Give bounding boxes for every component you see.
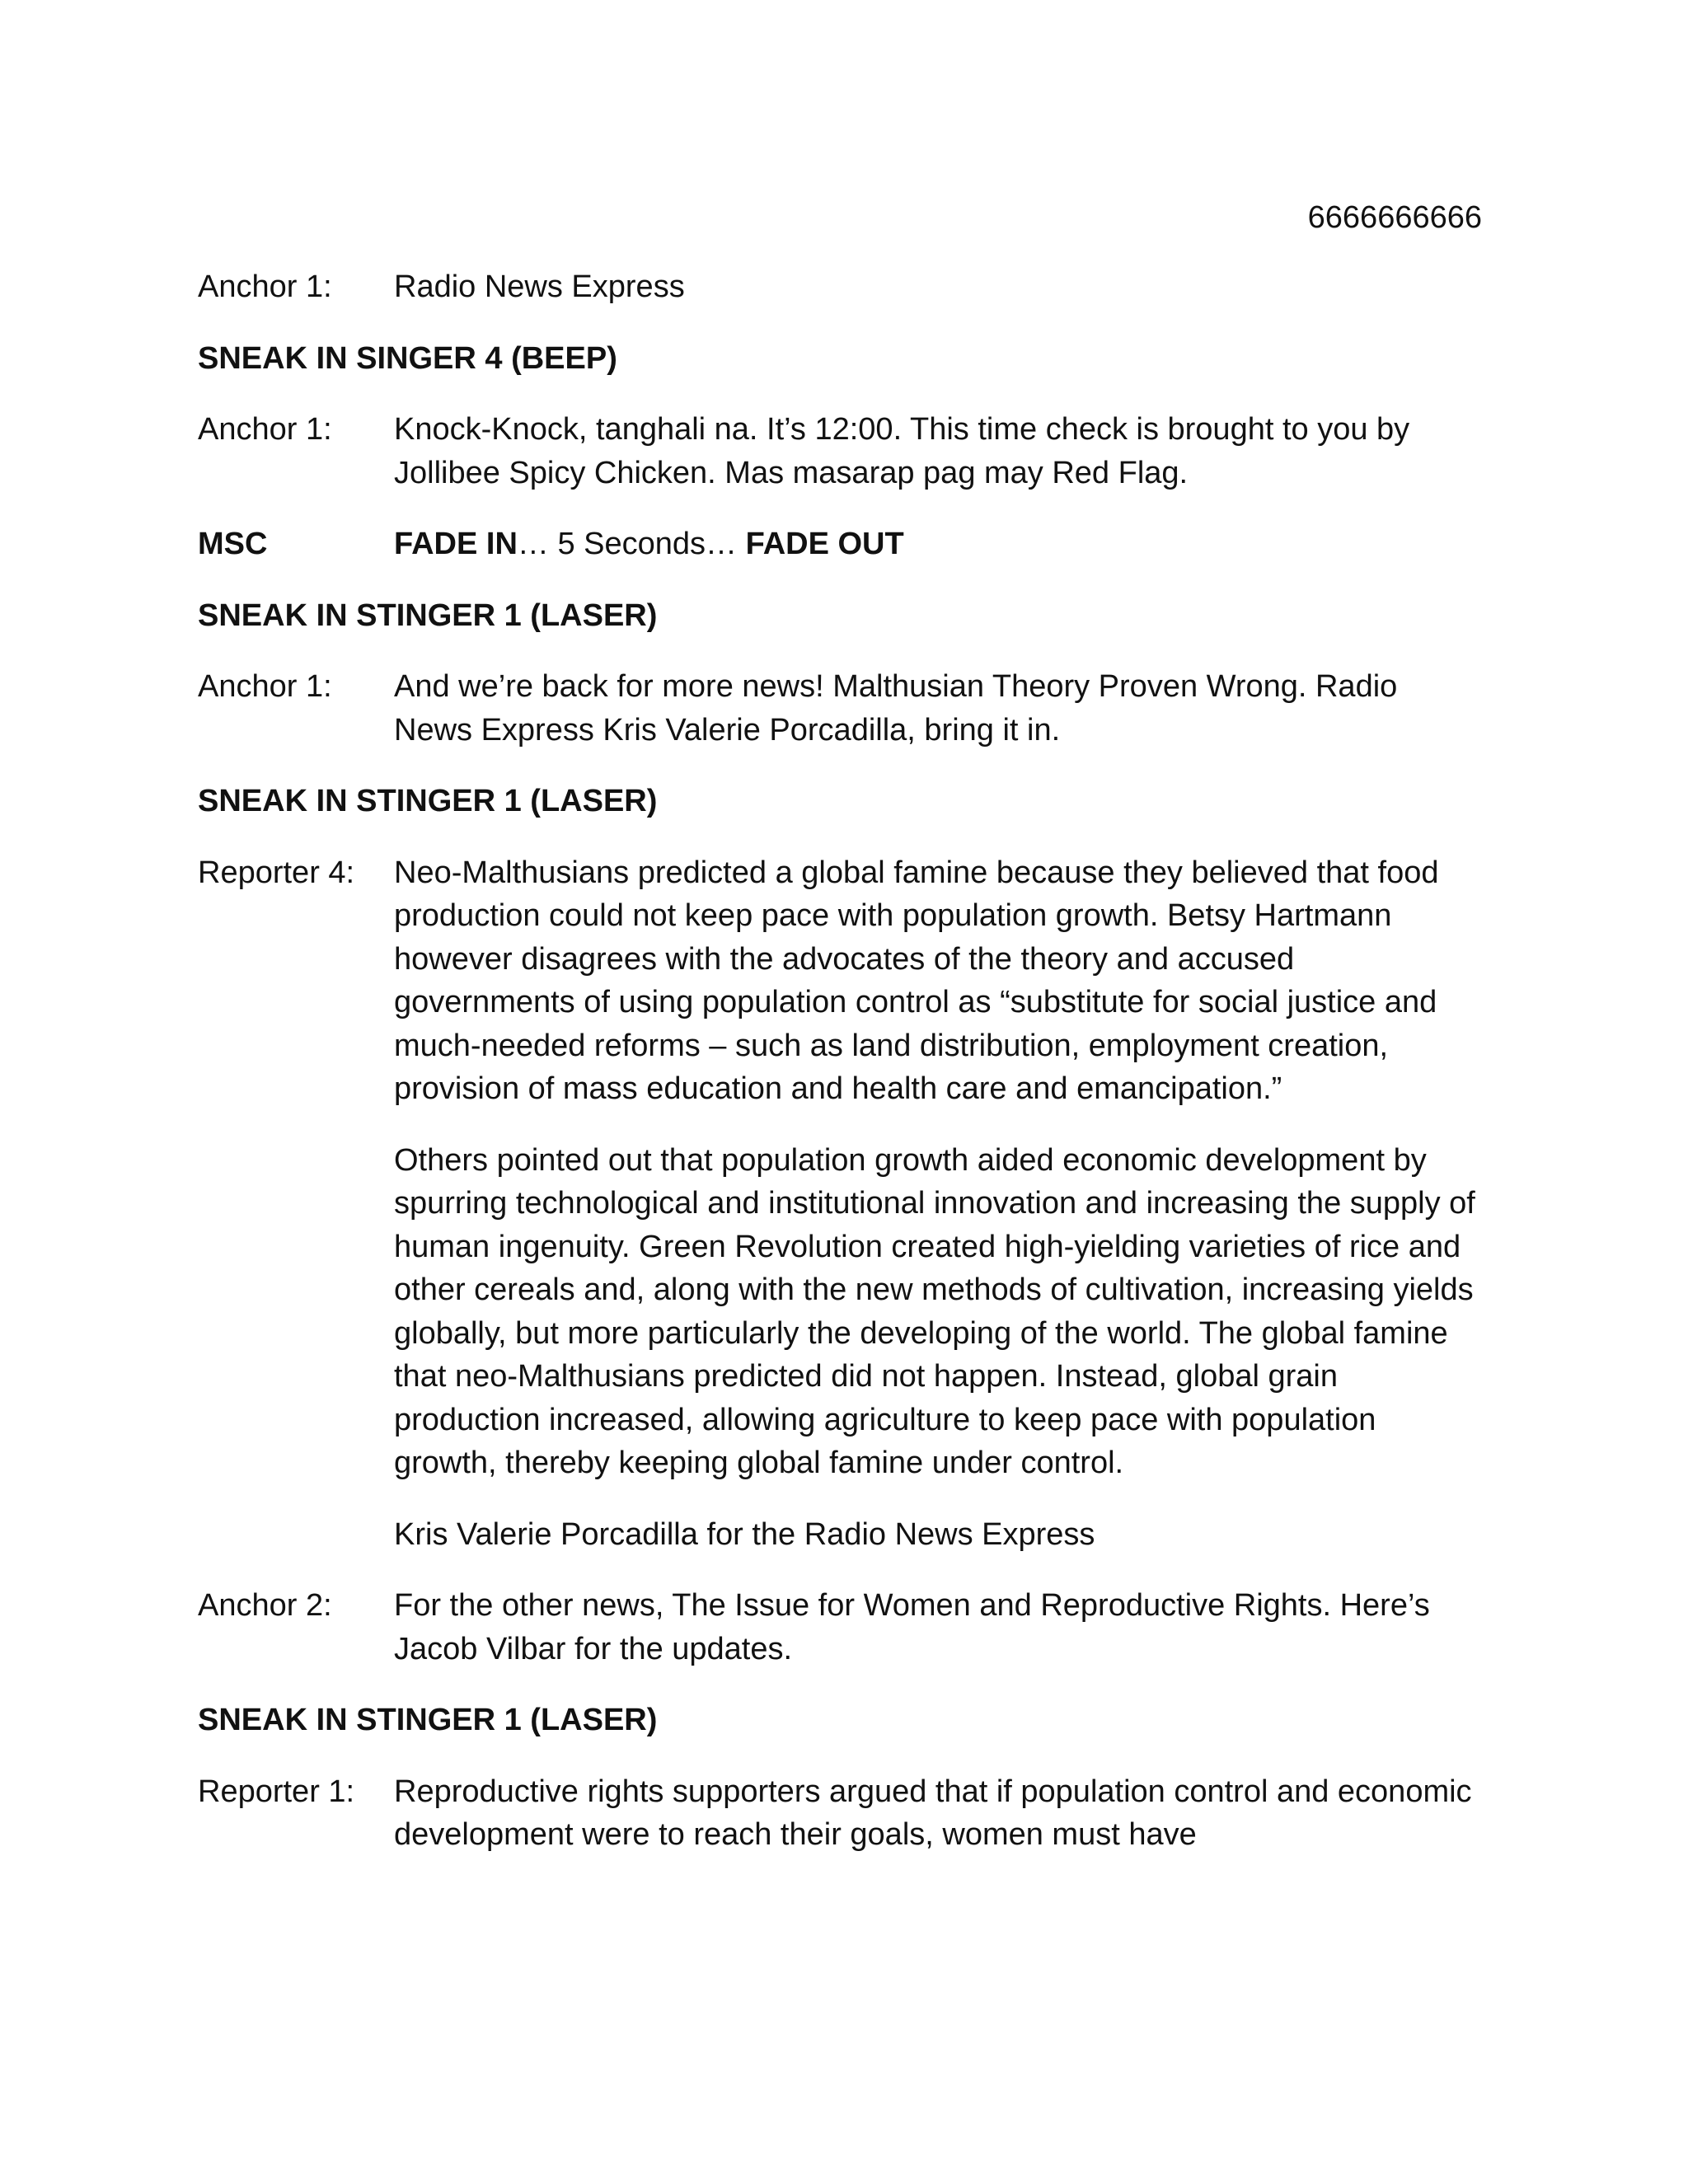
dialogue-text (394, 408, 1484, 494)
script-entry (198, 851, 1484, 1557)
dialogue-text (394, 265, 1484, 309)
sound-cue: SNEAK IN STINGER 1 (LASER) (198, 598, 658, 633)
script-entry (198, 665, 1484, 752)
speaker-label: Reporter 1: (198, 1774, 355, 1809)
music-cue-instruction (394, 523, 1484, 566)
dialogue-text (394, 1584, 1484, 1671)
dialogue-paragraph: And we’re back for more news! Malthusian Theory Proven Wrong. Radio News Express Kris Valerie Porcadilla, bring it in. (394, 669, 1398, 748)
script-entry (198, 408, 1484, 494)
music-cue (198, 523, 1484, 566)
reporter-signoff: Kris Valerie Porcadilla for the Radio News Express (394, 1516, 1095, 1552)
speaker-label: Anchor 1: (198, 269, 332, 304)
fade-in-label: FADE IN (394, 527, 518, 561)
dialogue-paragraph: Knock-Knock, tanghali na. It’s 12:00. This time check is brought to you by Jollibee Spicy Chicken. Mas masarap pag may Red Flag. (394, 412, 1410, 490)
dialogue-paragraph: Reproductive rights supporters argued that if population control and economic development were to reach their goals, women must have (394, 1774, 1472, 1852)
speaker-label: Anchor 1: (198, 669, 332, 704)
dialogue-paragraph: Neo-Malthusians predicted a global famine because they believed that food production could not keep pace with population growth. Betsy Hartmann however disagrees with the advocates of the theory and accused governments of using population control as “substitute for social justice and much-needed reforms – such as land distribution, employment creation, provision of mass education and health care and emancipation.” (394, 855, 1439, 1106)
speaker-label: Reporter 4: (198, 855, 355, 890)
sound-cue: SNEAK IN SINGER 4 (BEEP) (198, 340, 617, 376)
music-cue-label: MSC (198, 527, 268, 561)
dialogue-paragraph: Radio News Express (394, 269, 685, 304)
dialogue-text (394, 665, 1484, 752)
sound-cue: SNEAK IN STINGER 1 (LASER) (198, 784, 658, 818)
dialogue-text (394, 1770, 1484, 1857)
script-content (198, 265, 1484, 1885)
sound-cue: SNEAK IN STINGER 1 (LASER) (198, 1703, 658, 1737)
speaker-label: Anchor 2: (198, 1588, 332, 1623)
fade-out-label: FADE OUT (745, 527, 904, 561)
page-number: 6666666666 (1307, 200, 1482, 235)
music-duration: … 5 Seconds… (517, 527, 746, 561)
script-entry (198, 1770, 1484, 1857)
dialogue-paragraph: Others pointed out that population growth aided economic development by spurring technological and institutional innovation and increasing the supply of human ingenuity. Green Revolution created high-yielding varieties of rice and other cereals and, along with the new methods of cultivation, increasing yields globally, but more particularly the developing of the world. The global famine that neo-Malthusians predicted did not happen. Instead, global grain production increased, allowing agriculture to keep pace with population growth, thereby keeping global famine under control. (394, 1142, 1475, 1480)
dialogue-paragraph: For the other news, The Issue for Women and Reproductive Rights. Here’s Jacob Vilbar for the updates. (394, 1588, 1430, 1666)
speaker-label: Anchor 1: (198, 412, 332, 447)
dialogue-text (394, 851, 1484, 1557)
script-entry (198, 265, 1484, 309)
script-entry (198, 1584, 1484, 1671)
